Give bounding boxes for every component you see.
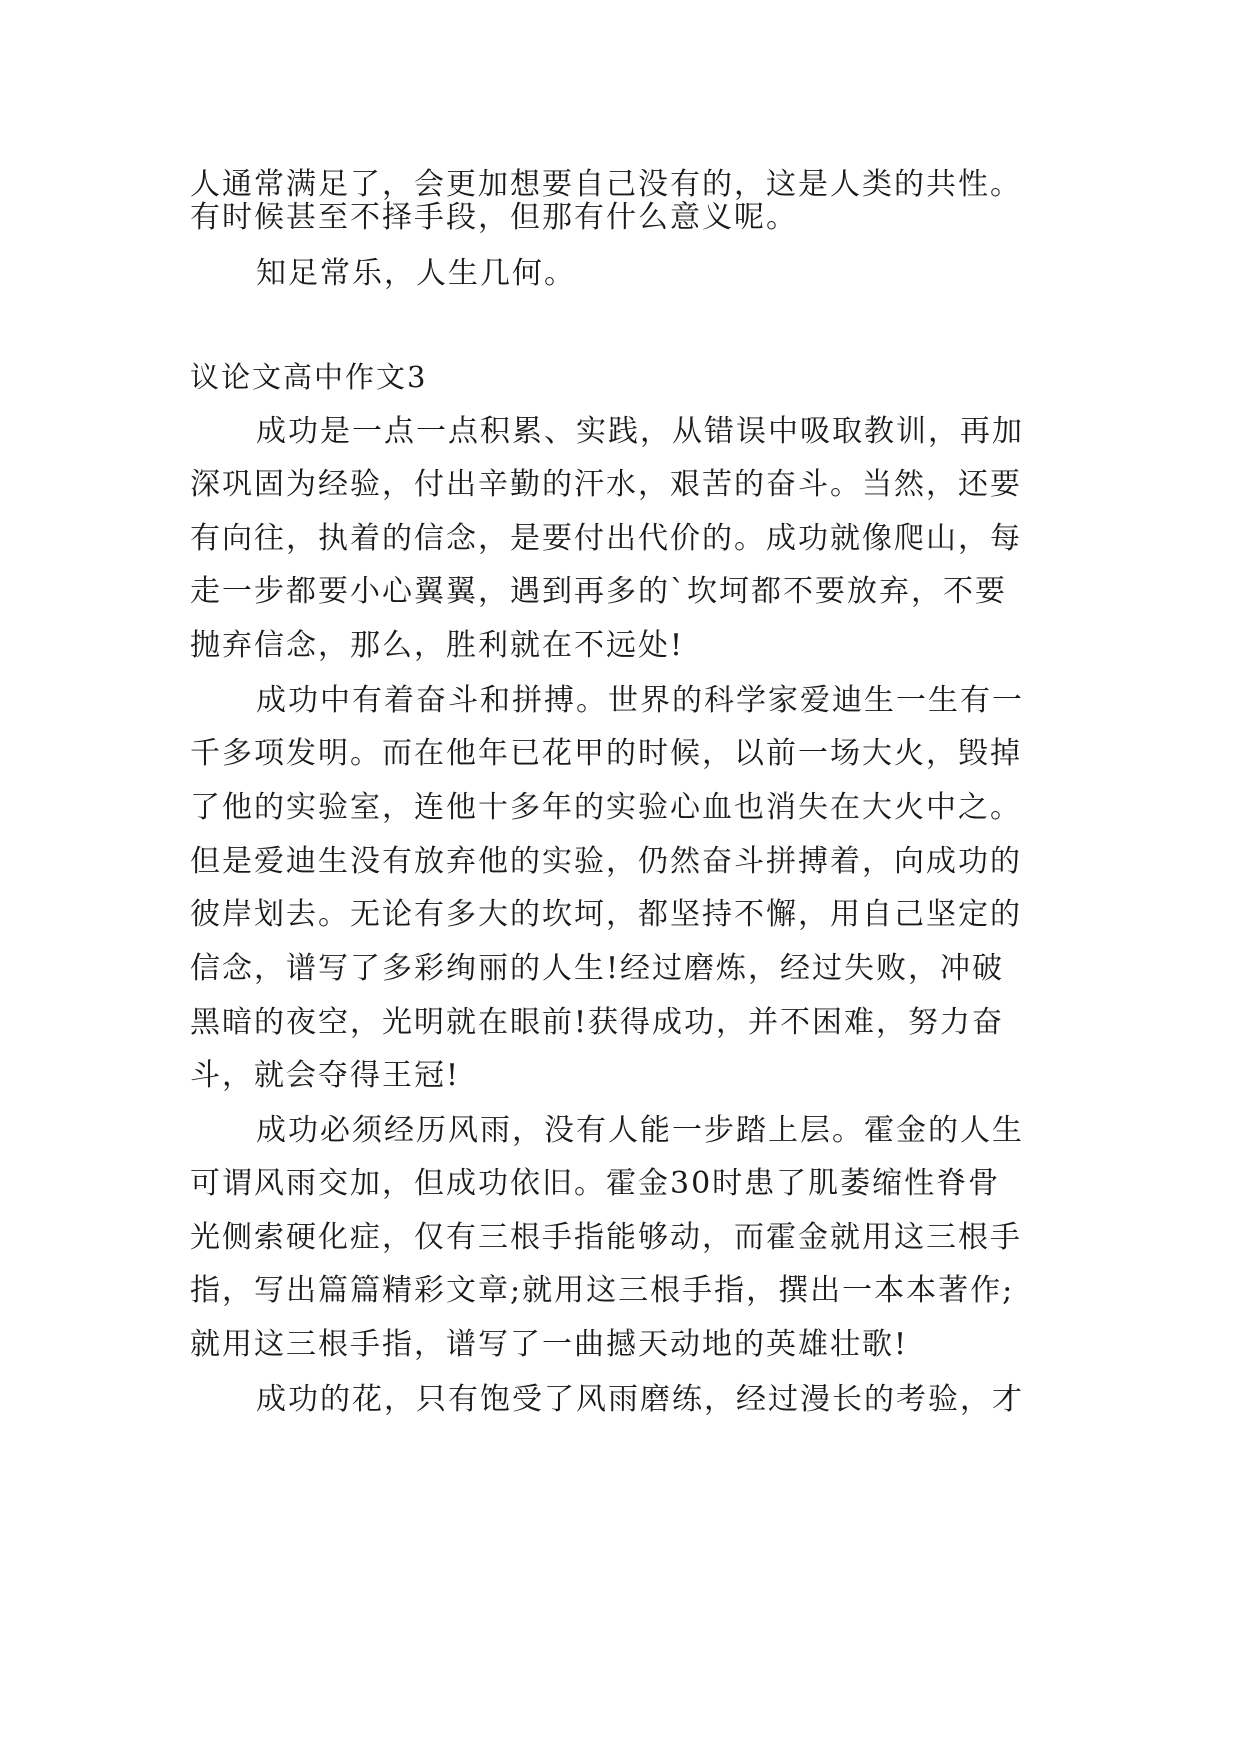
paragraph-line: 黑暗的夜空，光明就在眼前!获得成功，并不困难，努力奋 [190, 1005, 1005, 1040]
paragraph-line: 成功中有着奋斗和拼搏。世界的科学家爱迪生一生有一 [256, 683, 1024, 718]
paragraph-line: 光侧索硬化症，仅有三根手指能够动，而霍金就用这三根手 [190, 1220, 1022, 1255]
paragraph-line: 成功是一点一点积累、实践，从错误中吸取教训，再加 [256, 414, 1024, 449]
paragraph-line: 了他的实验室，连他十多年的实验心血也消失在大火中之。 [190, 790, 1022, 825]
paragraph-line: 抛弃信念，那么，胜利就在不远处! [190, 628, 685, 663]
intro-closing: 知足常乐，人生几何。 [256, 256, 576, 291]
paragraph-line: 千多项发明。而在他年已花甲的时候，以前一场大火，毁掉 [190, 736, 1022, 771]
paragraph-line: 成功的花，只有饱受了风雨磨练，经过漫长的考验，才 [256, 1382, 1024, 1417]
paragraph-line: 可谓风雨交加，但成功依旧。霍金30时患了肌萎缩性脊骨 [190, 1166, 1001, 1201]
paragraph-line: 走一步都要小心翼翼，遇到再多的`坎坷都不要放弃，不要 [190, 574, 1007, 609]
paragraph-line: 但是爱迪生没有放弃他的实验，仍然奋斗拼搏着，向成功的 [190, 844, 1022, 879]
paragraph-line: 成功必须经历风雨，没有人能一步踏上层。霍金的人生 [256, 1113, 1024, 1148]
paragraph-line: 彼岸划去。无论有多大的坎坷，都坚持不懈，用自己坚定的 [190, 897, 1022, 932]
intro-line: 有时候甚至不择手段，但那有什么意义呢。 [190, 200, 798, 235]
section-title: 议论文高中作文3 [190, 360, 428, 394]
paragraph-line: 指，写出篇篇精彩文章;就用这三根手指，撰出一本本著作; [190, 1273, 1015, 1308]
intro-line: 人通常满足了，会更加想要自己没有的，这是人类的共性。 [190, 167, 1022, 202]
paragraph-line: 有向往，执着的信念，是要付出代价的。成功就像爬山，每 [190, 521, 1022, 556]
paragraph-line: 就用这三根手指，谱写了一曲撼天动地的英雄壮歌! [190, 1327, 909, 1362]
paragraph-line: 斗，就会夺得王冠! [190, 1058, 461, 1093]
paragraph-line: 深巩固为经验，付出辛勤的汗水，艰苦的奋斗。当然，还要 [190, 467, 1022, 502]
paragraph-line: 信念，谱写了多彩绚丽的人生!经过磨炼，经过失败，冲破 [190, 951, 1005, 986]
